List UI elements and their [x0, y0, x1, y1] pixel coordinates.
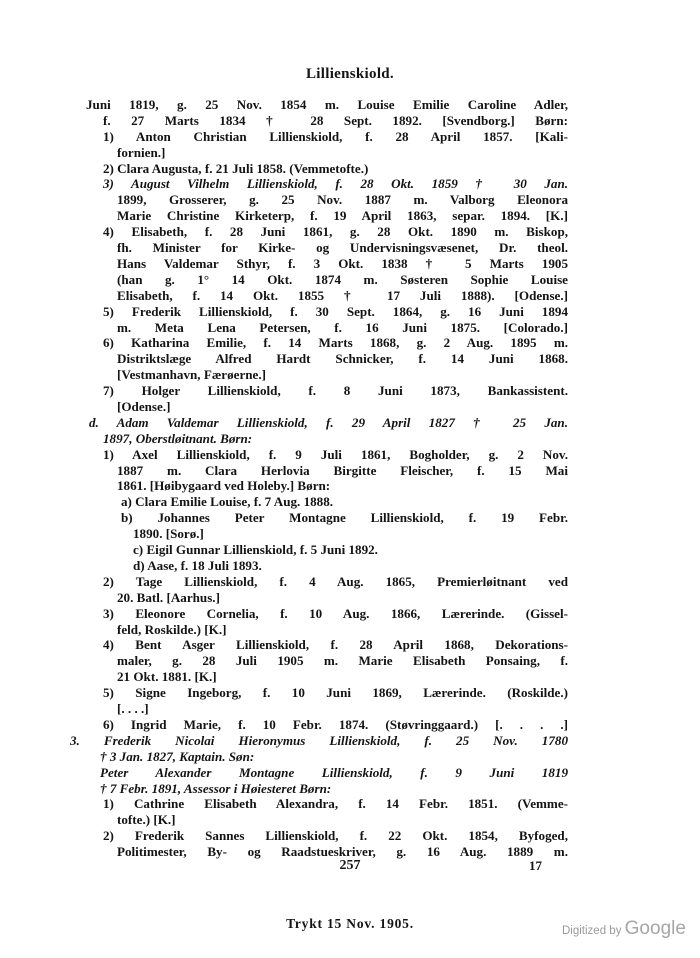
text-line: Politimester, By- og Raadstueskriver, g. 16 Aug. 1889 m.	[117, 844, 568, 860]
text-line: c) Eigil Gunnar Lillienskiold, f. 5 Juni 1892.	[133, 542, 378, 558]
text-line: 3) Eleonore Cornelia, f. 10 Aug. 1866, Lærerinde. (Gissel-	[103, 605, 568, 621]
text-line: 6) Ingrid Marie, f. 10 Febr. 1874. (Støvringgaard.) [. . . .]	[103, 716, 568, 732]
text-line: 1899, Grosserer, g. 25 Nov. 1887 m. Valborg Eleonora	[117, 192, 568, 208]
text-line: 1) Cathrine Elisabeth Alexandra, f. 14 Febr. 1851. (Vemme-	[103, 796, 568, 812]
text-line: tofte.) [K.]	[117, 812, 176, 828]
text-line: Juni 1819, g. 25 Nov. 1854 m. Louise Emilie Caroline Adler,	[86, 97, 568, 112]
text-line: 21 Okt. 1881. [K.]	[117, 669, 217, 685]
text-line: † 3 Jan. 1827, Kaptain. Søn:	[100, 748, 255, 764]
text-line: d) Aase, f. 18 Juli 1893.	[133, 557, 262, 573]
text-line: 1861. [Høibygaard ved Holeby.] Børn:	[117, 478, 331, 494]
text-line: fh. Minister for Kirke- og Undervisningsvæsenet, Dr. theol.	[117, 240, 568, 256]
text-line: Distriktslæge Alfred Hardt Schnicker, f. 14 Juni 1868.	[117, 351, 568, 367]
text-line: 4) Elisabeth, f. 28 Juni 1861, g. 28 Okt. 1890 m. Biskop,	[103, 224, 568, 240]
text-line: maler, g. 28 Juli 1905 m. Marie Elisabeth Ponsaing, f.	[117, 653, 568, 669]
text-line: 2) Clara Augusta, f. 21 Juli 1858. (Vemmetofte.)	[103, 160, 369, 176]
text-line: [Vestmanhavn, Færøerne.]	[117, 367, 266, 383]
page-heading: Lillienskiold.	[306, 66, 394, 82]
text-line: 20. Batl. [Aarhus.]	[117, 589, 220, 605]
text-line: 2) Tage Lillienskiold, f. 4 Aug. 1865, Premierløitnant ved	[103, 573, 568, 589]
text-line: Hans Valdemar Sthyr, f. 3 Okt. 1838 † 5 Marts 1905	[117, 255, 568, 271]
text-line: b) Johannes Peter Montagne Lillienskiold, f. 19 Febr.	[121, 510, 568, 526]
text-line: fornien.]	[117, 144, 166, 160]
text-line: 4) Bent Asger Lillienskiold, f. 28 April 1868, Dekorations-	[103, 637, 568, 653]
text-line: 1890. [Sorø.]	[133, 526, 204, 542]
text-line: feld, Roskilde.) [K.]	[117, 621, 227, 637]
text-line: (han g. 1° 14 Okt. 1874 m. Søsteren Sophie Louise	[117, 271, 568, 287]
text-line: 1) Anton Christian Lillienskiold, f. 28 April 1857. [Kali-	[103, 128, 568, 144]
page-number: 257	[339, 858, 361, 873]
google-logo: Google	[624, 918, 686, 939]
text-line: 7) Holger Lillienskiold, f. 8 Juni 1873, Bankassistent.	[103, 383, 568, 399]
signature-mark: 17	[529, 858, 542, 873]
text-line: 3) August Vilhelm Lillienskiold, f. 28 Okt. 1859 † 30 Jan.	[103, 176, 568, 192]
text-line: 2) Frederik Sannes Lillienskiold, f. 22 Okt. 1854, Byfoged,	[103, 828, 568, 844]
text-line: 5) Signe Ingeborg, f. 10 Juni 1869, Lærerinde. (Roskilde.)	[103, 685, 568, 701]
digitized-label: Digitized by	[562, 925, 622, 937]
text-line: 1) Axel Lillienskiold, f. 9 Juli 1861, Bogholder, g. 2 Nov.	[103, 446, 568, 462]
text-line: 1887 m. Clara Herlovia Birgitte Fleischer, f. 15 Mai	[117, 462, 568, 478]
text-line: Elisabeth, f. 14 Okt. 1855 † 17 Juli 1888). [Odense.]	[117, 287, 568, 303]
text-line: 3. Frederik Nicolai Hieronymus Lillienskiold, f. 25 Nov. 1780	[70, 732, 568, 748]
register-text	[70, 97, 568, 860]
text-line: 6) Katharina Emilie, f. 14 Marts 1868, g. 2 Aug. 1895 m.	[103, 335, 568, 351]
text-line: [Odense.]	[117, 398, 171, 414]
text-line: Marie Christine Kirketerp, f. 19 April 1863, separ. 1894. [K.]	[117, 208, 568, 224]
printed-date: Trykt 15 Nov. 1905.	[286, 916, 414, 931]
text-line: † 7 Febr. 1891, Assessor i Høiesteret Børn:	[100, 780, 332, 796]
digitized-watermark	[562, 918, 686, 940]
text-line: 5) Frederik Lillienskiold, f. 30 Sept. 1864, g. 16 Juni 1894	[103, 303, 568, 319]
text-line: a) Clara Emilie Louise, f. 7 Aug. 1888.	[121, 494, 334, 510]
text-line: 1897, Oberstløitnant. Børn:	[103, 430, 253, 446]
text-line: d. Adam Valdemar Lillienskiold, f. 29 April 1827 † 25 Jan.	[89, 414, 568, 430]
text-line: [. . . .]	[117, 701, 149, 717]
text-line: m. Meta Lena Petersen, f. 16 Juni 1875. [Colorado.]	[117, 319, 568, 335]
text-line: f. 27 Marts 1834 † 28 Sept. 1892. [Svendborg.] Børn:	[103, 112, 568, 128]
text-line: Peter Alexander Montagne Lillienskiold, f. 9 Juni 1819	[100, 764, 568, 780]
